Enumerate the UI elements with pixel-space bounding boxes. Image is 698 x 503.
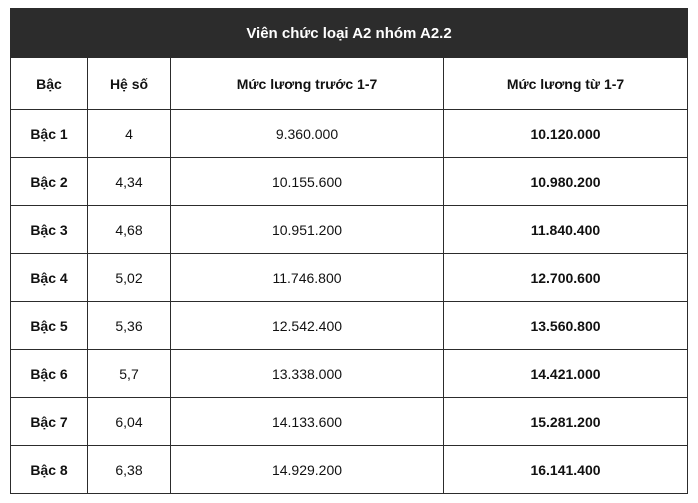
salary-from-cell: 14.421.000 [444,350,688,398]
coefficient-cell: 5,36 [88,302,171,350]
table-title: Viên chức loại A2 nhóm A2.2 [11,9,688,58]
table-row [11,206,688,254]
header-coefficient: Hệ số [88,58,171,110]
rank-cell: Bậc 8 [11,446,88,494]
salary-before-cell: 14.929.200 [171,446,444,494]
header-salary-from: Mức lương từ 1-7 [444,58,688,110]
salary-table [10,8,688,494]
rank-cell: Bậc 5 [11,302,88,350]
coefficient-cell: 4,34 [88,158,171,206]
coefficient-cell: 5,7 [88,350,171,398]
table-row [11,110,688,158]
title-row [11,9,688,58]
salary-from-cell: 10.120.000 [444,110,688,158]
salary-from-cell: 16.141.400 [444,446,688,494]
salary-from-cell: 15.281.200 [444,398,688,446]
coefficient-cell: 5,02 [88,254,171,302]
rank-cell: Bậc 2 [11,158,88,206]
coefficient-cell: 4,68 [88,206,171,254]
salary-before-cell: 10.155.600 [171,158,444,206]
rank-cell: Bậc 6 [11,350,88,398]
table-row [11,446,688,494]
salary-table-container [10,8,687,494]
header-rank: Bậc [11,58,88,110]
salary-before-cell: 11.746.800 [171,254,444,302]
salary-before-cell: 10.951.200 [171,206,444,254]
header-row [11,58,688,110]
salary-from-cell: 13.560.800 [444,302,688,350]
salary-from-cell: 12.700.600 [444,254,688,302]
table-row [11,254,688,302]
salary-before-cell: 14.133.600 [171,398,444,446]
salary-from-cell: 11.840.400 [444,206,688,254]
table-row [11,158,688,206]
coefficient-cell: 6,38 [88,446,171,494]
salary-from-cell: 10.980.200 [444,158,688,206]
salary-before-cell: 13.338.000 [171,350,444,398]
rank-cell: Bậc 1 [11,110,88,158]
table-row [11,350,688,398]
rank-cell: Bậc 4 [11,254,88,302]
table-row [11,302,688,350]
rank-cell: Bậc 3 [11,206,88,254]
header-salary-before: Mức lương trước 1-7 [171,58,444,110]
coefficient-cell: 6,04 [88,398,171,446]
rank-cell: Bậc 7 [11,398,88,446]
salary-before-cell: 12.542.400 [171,302,444,350]
salary-before-cell: 9.360.000 [171,110,444,158]
coefficient-cell: 4 [88,110,171,158]
table-row [11,398,688,446]
